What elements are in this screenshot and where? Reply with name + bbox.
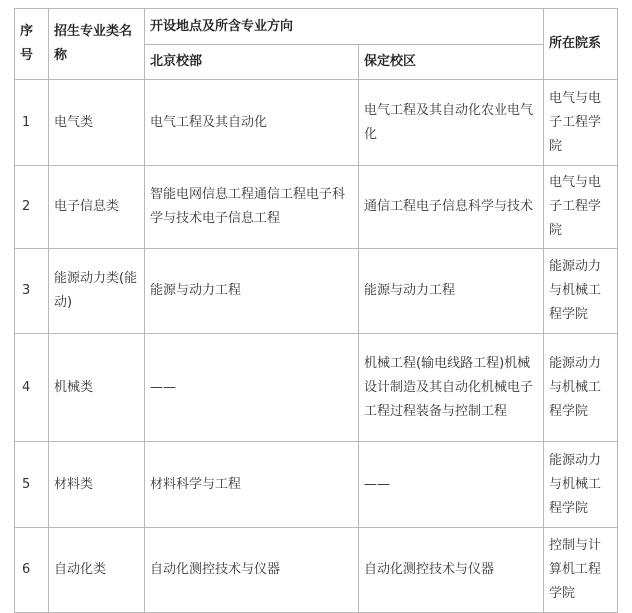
header-category: 招生专业类名称 xyxy=(49,9,145,80)
cell-beijing: 能源与动力工程 xyxy=(145,249,359,334)
header-baoding: 保定校区 xyxy=(359,45,544,80)
cell-category: 自动化类 xyxy=(49,528,145,613)
cell-beijing: 电气工程及其自动化 xyxy=(145,80,359,166)
cell-baoding: 通信工程电子信息科学与技术 xyxy=(359,166,544,249)
header-campus-group: 开设地点及所含专业方向 xyxy=(145,9,544,45)
cell-category: 电子信息类 xyxy=(49,166,145,249)
cell-no: 3 xyxy=(15,249,49,334)
cell-department: 电气与电子工程学院 xyxy=(544,80,618,166)
cell-beijing: 自动化测控技术与仪器 xyxy=(145,528,359,613)
cell-beijing: 材料科学与工程 xyxy=(145,442,359,528)
cell-department: 电气与电子工程学院 xyxy=(544,166,618,249)
cell-baoding: 自动化测控技术与仪器 xyxy=(359,528,544,613)
table-row xyxy=(15,442,618,528)
table-row xyxy=(15,334,618,442)
cell-department: 能源动力与机械工程学院 xyxy=(544,249,618,334)
cell-category: 能源动力类(能动) xyxy=(49,249,145,334)
header-beijing: 北京校部 xyxy=(145,45,359,80)
cell-department: 能源动力与机械工程学院 xyxy=(544,442,618,528)
table-row xyxy=(15,166,618,249)
cell-department: 能源动力与机械工程学院 xyxy=(544,334,618,442)
cell-beijing: 智能电网信息工程通信工程电子科学与技术电子信息工程 xyxy=(145,166,359,249)
cell-baoding: 电气工程及其自动化农业电气化 xyxy=(359,80,544,166)
cell-no: 6 xyxy=(15,528,49,613)
cell-baoding: 机械工程(输电线路工程)机械设计制造及其自动化机械电子工程过程装备与控制工程 xyxy=(359,334,544,442)
cell-no: 4 xyxy=(15,334,49,442)
header-row-1 xyxy=(15,9,618,45)
cell-category: 材料类 xyxy=(49,442,145,528)
table-row xyxy=(15,528,618,613)
cell-baoding: 能源与动力工程 xyxy=(359,249,544,334)
header-no: 序号 xyxy=(15,9,49,80)
cell-no: 2 xyxy=(15,166,49,249)
cell-category: 机械类 xyxy=(49,334,145,442)
table-row xyxy=(15,80,618,166)
cell-department: 控制与计算机工程学院 xyxy=(544,528,618,613)
table-row xyxy=(15,249,618,334)
header-department: 所在院系 xyxy=(544,9,618,80)
cell-category: 电气类 xyxy=(49,80,145,166)
cell-baoding: —— xyxy=(359,442,544,528)
cell-no: 1 xyxy=(15,80,49,166)
cell-no: 5 xyxy=(15,442,49,528)
cell-beijing: —— xyxy=(145,334,359,442)
majors-table xyxy=(14,8,618,613)
